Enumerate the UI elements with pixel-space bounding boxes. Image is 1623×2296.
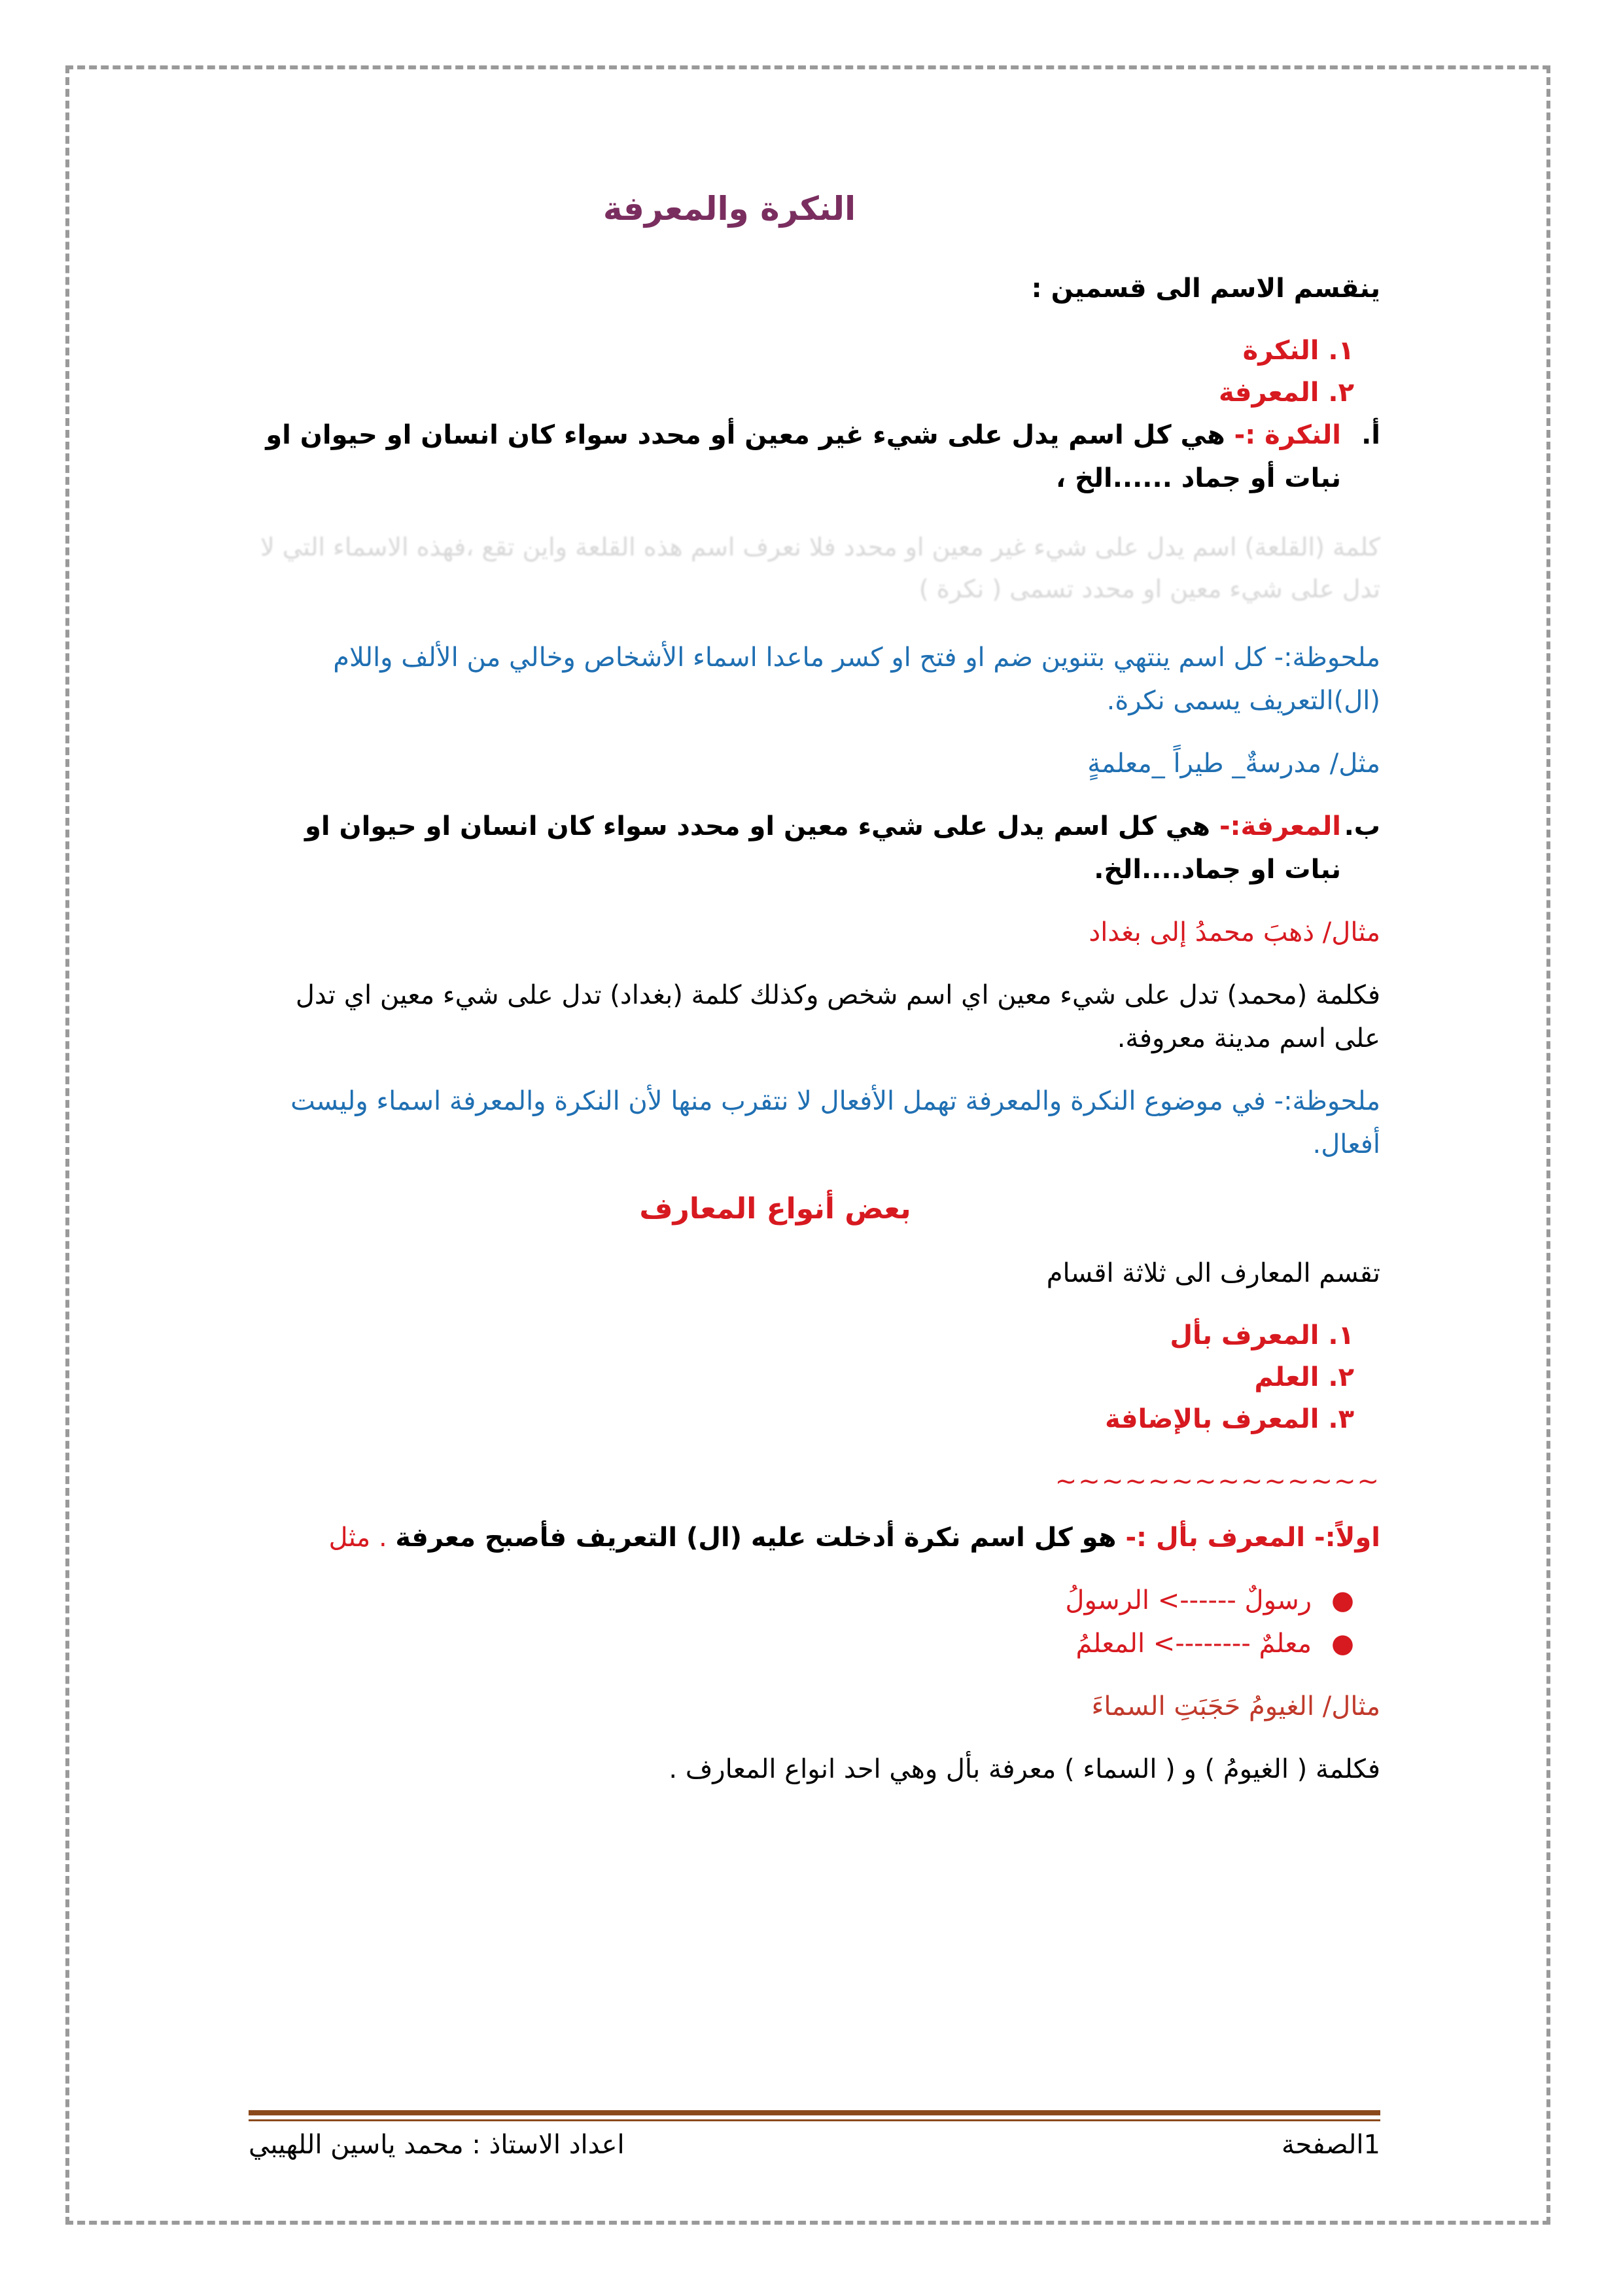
example-2: مثال/ ذهبَ محمدُ إلى بغداد [1089, 917, 1380, 947]
author-credit: اعداد الاستاذ : محمد ياسين اللهيبي [249, 2130, 625, 2160]
division-item: ١. النكرة [1242, 336, 1354, 366]
intro-line: ينقسم الاسم الى قسمين : [1031, 274, 1380, 304]
faded-paragraph: كلمة (القلعة) اسم يدل على شيء غير معين او محدد فلا نعرف اسم هذه القلعة واين تقع ،فهذه الاسماء التي لا تدل على شيء معين او محدد تسمى ( نكرة ) [260, 533, 1380, 603]
first-type-text: هو كل اسم نكرة أدخلت عليه (ال) التعريف فأصبح معرفة [395, 1523, 1126, 1553]
bullet-text: رسولٌ ------> الرسولُ [1065, 1585, 1312, 1616]
definition-text [249, 805, 1341, 891]
nakira-definition [249, 414, 1380, 500]
page-title: النكرة والمعرفة [602, 190, 856, 228]
division-item: ٢. المعرفة [1219, 378, 1354, 408]
explanation-2: فكلمة (محمد) تدل على شيء معين اي اسم شخص وكذلك كلمة (بغداد) تدل على شيء معين اي تدل على اسم مدينة معروفة. [295, 980, 1380, 1053]
type-item: ٣. المعرف بالإضافة [1105, 1404, 1354, 1434]
list-item [249, 1579, 1354, 1622]
nakira-text: هي كل اسم يدل على شيء غير معين أو محدد سواء كان انسان او حيوان او نبات أو جماد ......الخ ، [266, 420, 1341, 493]
document-body [249, 190, 1380, 1810]
example-1: مثل/ مدرسةٌ_ طيراً _معلمةٍ [1087, 749, 1380, 779]
first-type-definition [249, 1516, 1380, 1559]
definition-text [249, 414, 1341, 500]
explanation-3: فكلمة ( الغيومُ ) و ( السماء ) معرفة بأل وهي احد انواع المعارف . [669, 1754, 1380, 1784]
bullet-icon: ● [1331, 1629, 1354, 1659]
divisions-list [249, 330, 1380, 414]
item-letter: أ. [1361, 420, 1380, 450]
note-1: ملحوظة:- كل اسم ينتهي بتنوين ضم او فتح او كسر ماعدا اسماء الأشخاص وخالي من الألف واللام (ال)التعريف يسمى نكرة. [333, 643, 1380, 716]
types-intro: تقسم المعارف الى ثلاثة اقسام [1046, 1258, 1380, 1288]
page-number: 1الصفحة [1282, 2130, 1380, 2160]
examples-list [249, 1579, 1380, 1665]
example-3: مثال/ الغيومُ حَجَبَتِ السماءَ [1091, 1691, 1380, 1722]
type-item: ١. المعرف بأل [1170, 1320, 1354, 1351]
marifa-definition [249, 805, 1380, 891]
list-item [249, 1622, 1354, 1665]
footer-rule-thick [249, 2110, 1380, 2115]
first-type-label: اولاً:- المعرف بأل :- [1125, 1523, 1380, 1553]
term-marifa: المعرفة:- [1219, 811, 1341, 841]
note-2: ملحوظة:- في موضوع النكرة والمعرفة تهمل الأفعال لا نتقرب منها لأن النكرة والمعرفة اسماء وليست أفعال. [290, 1086, 1380, 1159]
bullet-text: معلمٌ --------> المعلمُ [1075, 1629, 1312, 1659]
tilde-divider: ~~~~~~~~~~~~~~ [1055, 1466, 1380, 1496]
item-letter: ب. [1344, 811, 1380, 841]
footer-rule [249, 2110, 1380, 2121]
first-type-tail: . مثل [328, 1523, 396, 1553]
types-title: بعض أنواع المعارف [639, 1192, 911, 1226]
term-nakira: النكرة :- [1234, 420, 1341, 450]
types-list [249, 1315, 1380, 1440]
type-item: ٢. العلم [1254, 1362, 1354, 1392]
footer-rule-thin [249, 2119, 1380, 2121]
bullet-icon: ● [1331, 1585, 1354, 1616]
marifa-text: هي كل اسم يدل على شيء معين او محدد سواء كان انسان او حيوان او نبات او جماد....الخ. [304, 811, 1341, 885]
